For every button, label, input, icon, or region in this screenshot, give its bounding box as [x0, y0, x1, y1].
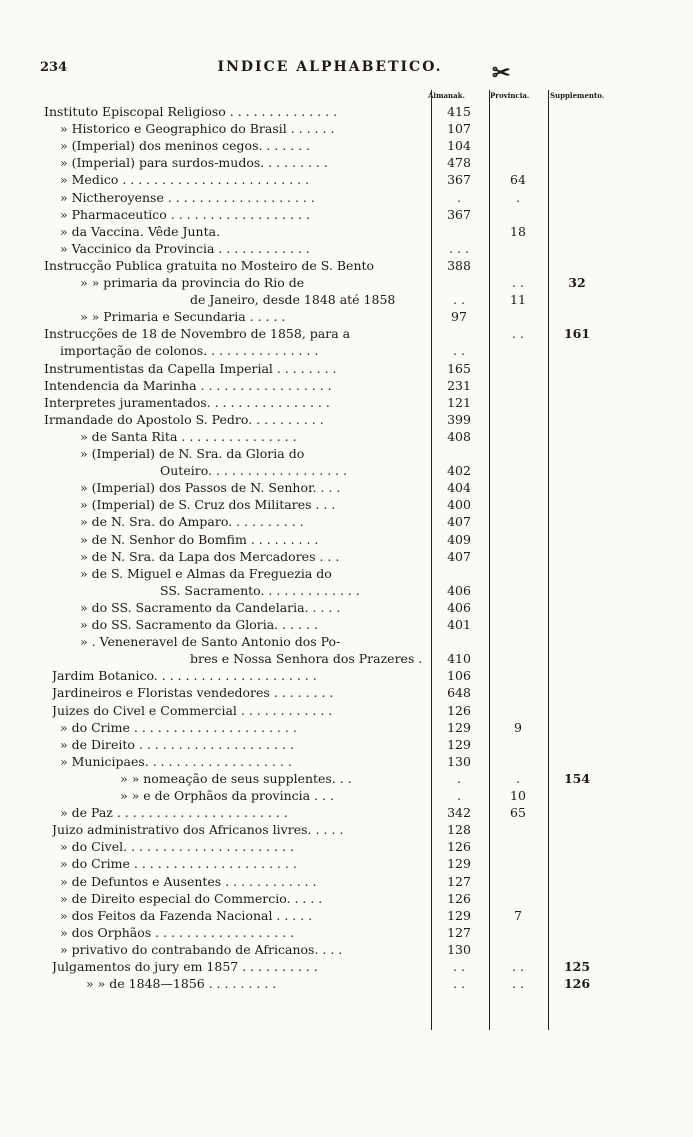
table-row: [0, 719, 693, 736]
scissors-mark-icon: ✂: [492, 60, 511, 86]
page-ref-almanak: 231: [447, 377, 471, 393]
page-ref-supplemento: 126: [563, 976, 591, 992]
table-row: [0, 428, 693, 445]
page-ref-almanak: 130: [447, 753, 471, 769]
page-ref-almanak: 409: [447, 531, 471, 547]
table-row: [0, 804, 693, 821]
entry-label: SS. Sacramento. . . . . . . . . . . . .: [160, 582, 360, 598]
page-ref-almanak: 367: [447, 172, 471, 188]
table-row: [0, 154, 693, 171]
page-ref-supplemento: 125: [563, 959, 591, 974]
table-row: [0, 838, 693, 855]
entry-label: Instrumentistas da Capella Imperial . . . . . . . .: [44, 360, 337, 376]
table-row: [0, 821, 693, 838]
entry-label: » do Crime . . . . . . . . . . . . . . . . . . . . .: [60, 856, 297, 872]
table-row: [0, 753, 693, 770]
table-row: [0, 496, 693, 513]
entry-label: Instrucções de 18 de Novembro de 1858, para a: [44, 326, 351, 342]
page-ref-provincia: 10: [510, 788, 526, 803]
page-ref-supplemento: 154: [563, 770, 591, 786]
entry-label: » de N. Sra. da Lapa dos Mercadores . . .: [80, 548, 340, 564]
page-ref-almanak: . .: [453, 343, 465, 359]
entry-label: » da Vaccina. Vêde Junta.: [60, 223, 221, 239]
entry-label: » do Civel. . . . . . . . . . . . . . . . . . . . . .: [60, 839, 294, 855]
page-ref-provincia: . .: [512, 959, 524, 974]
table-row: [0, 411, 693, 428]
page-ref-almanak: 402: [447, 463, 471, 479]
table-row: [0, 257, 693, 274]
table-row: [0, 445, 693, 462]
entry-label: » Historico e Geographico do Brasil . . . . . .: [60, 121, 335, 137]
table-row: [0, 189, 693, 206]
entry-label: » » Primaria e Secundaria . . . . .: [80, 309, 286, 325]
table-row: [0, 103, 693, 120]
entry-label: » (Imperial) dos meninos cegos. . . . . . .: [60, 138, 311, 154]
page-ref-almanak: 126: [447, 839, 471, 855]
table-row: [0, 565, 693, 582]
page-ref-provincia: .: [516, 770, 520, 786]
table-row: [0, 770, 693, 787]
column-header-provincia: Provincia.: [490, 91, 530, 100]
table-row: [0, 650, 693, 667]
page-ref-almanak: 97: [451, 309, 467, 325]
page-ref-almanak: 367: [447, 206, 471, 222]
page-ref-provincia: . .: [512, 326, 524, 342]
page-ref-almanak: 342: [447, 805, 471, 821]
entry-label: » » e de Orphãos da provincia . . .: [120, 788, 334, 803]
entry-label: » (Imperial) de N. Sra. da Gloria do: [80, 446, 305, 461]
table-row: [0, 736, 693, 753]
table-row: [0, 120, 693, 137]
entry-label: Julgamentos do jury em 1857 . . . . . . . . . .: [52, 959, 318, 974]
page-ref-almanak: 126: [447, 702, 471, 718]
table-row: [0, 667, 693, 684]
entry-label: » dos Orphãos . . . . . . . . . . . . . . . . . .: [60, 924, 295, 940]
table-row: [0, 479, 693, 496]
entry-label: » Nictheroyense . . . . . . . . . . . . . . . . . . .: [60, 189, 315, 205]
table-row: [0, 975, 693, 992]
page-ref-provincia: 18: [510, 223, 526, 239]
column-header-supplemento: Supplemento.: [550, 91, 605, 100]
table-row: [0, 855, 693, 872]
page-ref-almanak: 407: [447, 514, 471, 530]
entry-label: » de Direito . . . . . . . . . . . . . . . . . . . .: [60, 736, 294, 752]
page-ref-provincia: . .: [512, 275, 524, 290]
table-row: [0, 360, 693, 377]
page-ref-provincia: 9: [514, 719, 522, 735]
table-row: [0, 873, 693, 890]
table-row: [0, 684, 693, 701]
table-row: [0, 206, 693, 223]
page-ref-almanak: 121: [447, 394, 471, 410]
entry-label: Juizo administrativo dos Africanos livres. . . . .: [52, 822, 344, 838]
page-ref-provincia: 11: [510, 292, 526, 308]
table-row: [0, 941, 693, 958]
entry-label: » » de 1848—1856 . . . . . . . . .: [86, 976, 277, 992]
page-ref-provincia: 7: [514, 907, 522, 923]
entry-label: » de S. Miguel e Almas da Freguezia do: [80, 565, 332, 581]
entry-label: » » nomeação de seus supplentes. . .: [120, 770, 352, 786]
entry-label: Instituto Episcopal Religioso . . . . . . . . . . . . . .: [44, 104, 338, 119]
page-ref-almanak: 129: [447, 736, 471, 752]
page-ref-almanak: 129: [447, 907, 471, 923]
page-ref-almanak: 408: [447, 428, 471, 444]
page-ref-almanak: 127: [447, 924, 471, 940]
entry-label: Jardim Botanico. . . . . . . . . . . . . . . . . . . . .: [52, 668, 317, 684]
page-ref-almanak: 128: [447, 822, 471, 838]
entry-label: » Pharmaceutico . . . . . . . . . . . . . . . . . .: [60, 206, 310, 222]
page-ref-almanak: 415: [447, 104, 471, 119]
entry-label: importação de colonos. . . . . . . . . . . . . . .: [60, 343, 319, 359]
page-ref-almanak: 165: [447, 360, 471, 376]
entry-label: de Janeiro, desde 1848 até 1858: [190, 292, 396, 308]
page-ref-almanak: 648: [447, 685, 471, 701]
entry-label: » Vaccinico da Provincia . . . . . . . . . . . .: [60, 240, 310, 256]
entry-label: » do Crime . . . . . . . . . . . . . . . . . . . . .: [60, 719, 297, 735]
entry-label: » do SS. Sacramento da Candelaria. . . . .: [80, 599, 341, 615]
entry-label: Irmandade do Apostolo S. Pedro. . . . . . . . . .: [44, 411, 324, 427]
table-row: [0, 958, 693, 975]
page-ref-almanak: 388: [447, 257, 471, 273]
table-row: [0, 924, 693, 941]
entry-label: Instrucção Publica gratuita no Mosteiro de S. Bento: [44, 257, 375, 273]
page-ref-almanak: 400: [447, 497, 471, 513]
table-row: [0, 308, 693, 325]
entry-label: » (Imperial) para surdos-mudos. . . . . . . . .: [60, 155, 328, 171]
page-ref-almanak: 129: [447, 719, 471, 735]
page-ref-almanak: 126: [447, 890, 471, 906]
table-row: [0, 325, 693, 342]
page-ref-almanak: 401: [447, 617, 471, 632]
table-row: [0, 291, 693, 308]
entry-label: Outeiro. . . . . . . . . . . . . . . . . .: [160, 463, 348, 479]
table-row: [0, 394, 693, 411]
page-ref-almanak: 107: [447, 121, 471, 137]
table-row: [0, 548, 693, 565]
table-row: [0, 890, 693, 907]
page-ref-almanak: . . .: [449, 240, 469, 256]
page-ref-provincia: . .: [512, 976, 524, 992]
page-ref-almanak: 129: [447, 856, 471, 872]
entry-label: » de Direito especial do Commercio. . . . .: [60, 890, 323, 906]
entry-label: » Medico . . . . . . . . . . . . . . . . . . . . . . . .: [60, 172, 310, 188]
page-ref-almanak: 406: [447, 599, 471, 615]
entry-label: » privativo do contrabando de Africanos. . . .: [60, 941, 343, 957]
page-ref-almanak: 127: [447, 873, 471, 889]
table-row: [0, 377, 693, 394]
entry-label: » de Defuntos e Ausentes . . . . . . . . . . . .: [60, 873, 317, 889]
entry-label: » de Santa Rita . . . . . . . . . . . . . . .: [80, 428, 297, 444]
page-ref-almanak: 478: [447, 155, 471, 171]
entry-label: Juizes do Civel e Commercial . . . . . . . . . . . .: [52, 702, 333, 718]
page-ref-almanak: 104: [447, 138, 471, 154]
page-ref-almanak: 106: [447, 668, 471, 684]
table-row: [0, 633, 693, 650]
page-ref-almanak: .: [457, 770, 461, 786]
table-row: [0, 171, 693, 188]
page-title: INDICE ALPHABETICO.: [217, 59, 443, 75]
column-header-almanak: Almanak.: [428, 91, 465, 100]
table-row: [0, 531, 693, 548]
entry-label: Jardineiros e Floristas vendedores . . . . . . . .: [52, 685, 334, 701]
page-ref-almanak: 130: [447, 941, 471, 957]
entry-label: » dos Feitos da Fazenda Nacional . . . . .: [60, 907, 313, 923]
page-ref-almanak: 407: [447, 548, 471, 564]
table-row: [0, 702, 693, 719]
entry-label: » » primaria da provincia do Rio de: [80, 275, 305, 290]
page-ref-almanak: 404: [447, 480, 471, 496]
entry-label: Intendencia da Marinha . . . . . . . . . . . . . . . . .: [44, 377, 332, 393]
table-row: [0, 223, 693, 240]
table-row: [0, 513, 693, 530]
table-row: [0, 907, 693, 924]
entry-label: » (Imperial) de S. Cruz dos Militares . . .: [80, 497, 336, 513]
table-row: [0, 462, 693, 479]
page-ref-almanak: 410: [447, 651, 471, 667]
table-row: [0, 616, 693, 633]
entry-label: » Municipaes. . . . . . . . . . . . . . . . . . .: [60, 753, 292, 769]
table-row: [0, 787, 693, 804]
page-ref-almanak: . .: [453, 976, 465, 992]
page-ref-provincia: .: [516, 189, 520, 205]
page-ref-almanak: .: [457, 189, 461, 205]
page-ref-supplemento: 32: [568, 275, 586, 290]
table-row: [0, 599, 693, 616]
page-ref-supplemento: 161: [563, 326, 591, 342]
page-ref-almanak: 399: [447, 411, 471, 427]
entry-label: » de N. Sra. do Amparo. . . . . . . . . .: [80, 514, 304, 530]
entry-label: Interpretes juramentados. . . . . . . . . . . . . . . .: [44, 394, 330, 410]
page-ref-almanak: 406: [447, 582, 471, 598]
entry-label: » de N. Senhor do Bomfim . . . . . . . . .: [80, 531, 319, 547]
table-row: [0, 240, 693, 257]
entry-label: » de Paz . . . . . . . . . . . . . . . . . . . . . .: [60, 805, 288, 821]
table-row: [0, 342, 693, 359]
page-ref-almanak: .: [457, 788, 461, 803]
page-ref-provincia: 65: [510, 805, 526, 821]
table-row: [0, 274, 693, 291]
entry-label: bres e Nossa Senhora dos Prazeres .: [190, 651, 423, 667]
page-ref-almanak: . .: [453, 292, 465, 308]
page-number: 234: [40, 60, 68, 75]
entry-label: » . Veneneravel de Santo Antonio dos Po-: [80, 634, 341, 650]
page-ref-provincia: 64: [510, 172, 526, 188]
entry-label: » do SS. Sacramento da Gloria. . . . . .: [80, 617, 318, 632]
table-row: [0, 582, 693, 599]
table-row: [0, 137, 693, 154]
entry-label: » (Imperial) dos Passos de N. Senhor. . . .: [80, 480, 341, 496]
page-ref-almanak: . .: [453, 959, 465, 974]
